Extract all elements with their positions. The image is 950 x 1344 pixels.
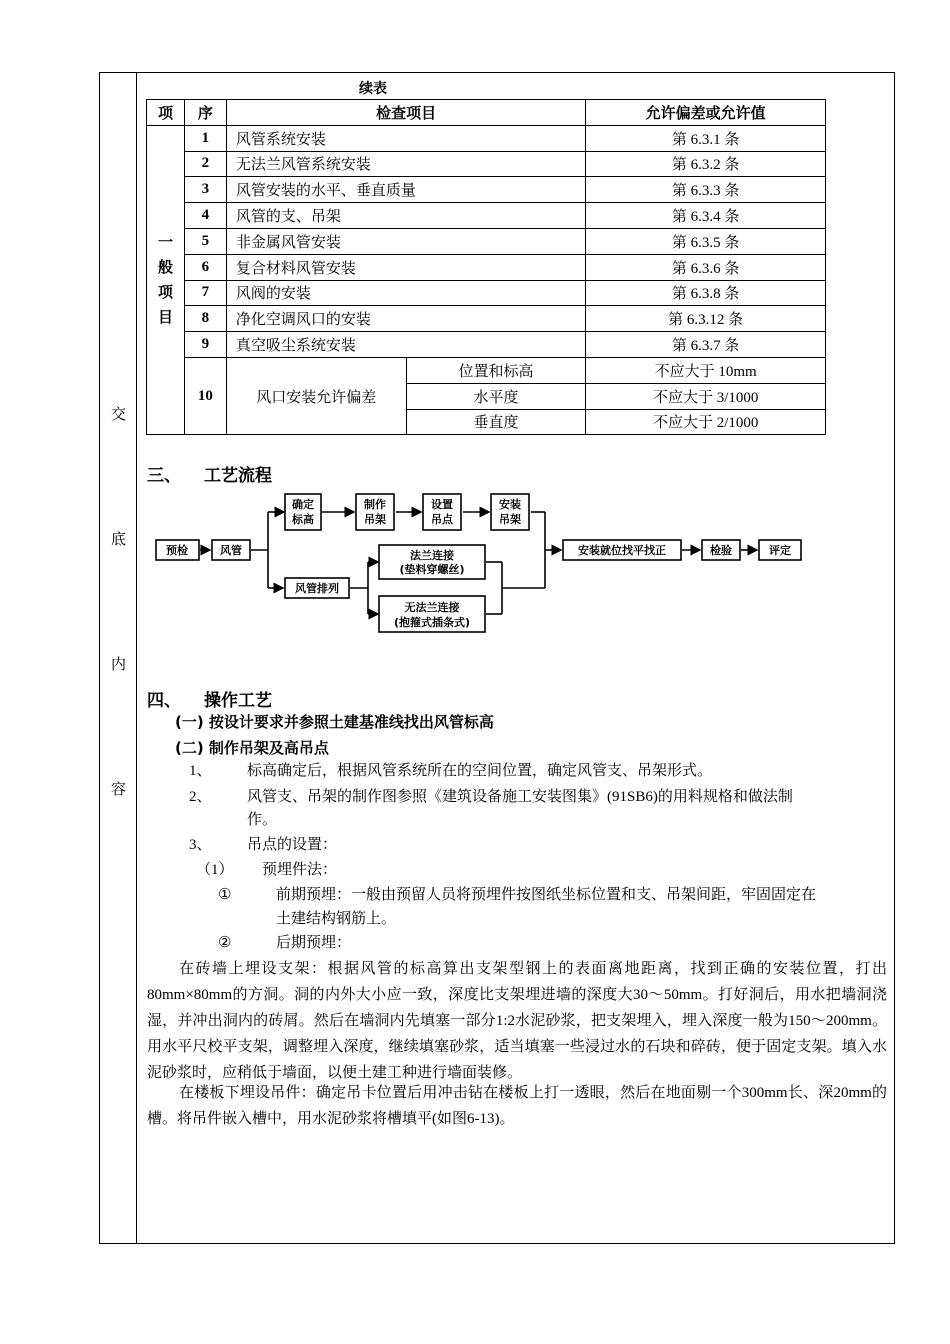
row-number: 5 — [184, 228, 226, 254]
row-number: 7 — [184, 280, 226, 306]
table-caption: 续表 — [359, 81, 387, 97]
flow-label-yujian: 预检 — [166, 544, 188, 557]
flow-label-falan: (垫料穿螺丝) — [399, 563, 465, 576]
row-number: 10 — [184, 357, 226, 434]
table-header-row — [147, 100, 826, 126]
flow-label-pailie: 风管排列 — [295, 582, 339, 595]
row-value: 第 6.3.8 条 — [586, 280, 826, 306]
row-value: 第 6.3.7 条 — [586, 332, 826, 358]
row-number: 2 — [184, 151, 226, 177]
item-2-text: 风管支、吊架的制作图参照《建筑设备施工安装图集》(91SB6)的用料规格和做法制 — [247, 789, 793, 805]
item-2-text-cont: 作。 — [247, 812, 278, 828]
row-item: 风管安装的水平、垂直质量 — [226, 177, 585, 203]
row-item: 真空吸尘系统安装 — [226, 332, 585, 358]
flow-label-wufalan: (抱箍式插条式) — [393, 616, 471, 629]
row-item: 风阀的安装 — [226, 280, 585, 306]
section-4-number: 四、 — [147, 691, 181, 711]
item-3-number: 3、 — [189, 837, 212, 853]
table-row — [147, 357, 826, 383]
table-row — [147, 125, 826, 151]
flow-label-shezhi: 吊点 — [431, 513, 453, 526]
row-value: 第 6.3.1 条 — [586, 125, 826, 151]
flow-label-queding: 标高 — [292, 513, 314, 526]
category-char: 目 — [157, 308, 173, 327]
row-item: 非金属风管安装 — [226, 228, 585, 254]
item-1-number: 1、 — [189, 763, 212, 779]
header-value: 允许偏差或允许值 — [586, 100, 826, 126]
row-subitem: 位置和标高 — [406, 357, 586, 383]
row-number: 1 — [184, 125, 226, 151]
flow-label-jiuwei: 安装就位找平找正 — [578, 544, 666, 557]
row-item: 风管系统安装 — [226, 125, 585, 151]
row-number: 9 — [184, 332, 226, 358]
table-row — [147, 306, 826, 332]
row-subitem: 水平度 — [406, 383, 586, 409]
row-item: 风管的支、吊架 — [226, 203, 585, 229]
row-item: 净化空调风口的安装 — [226, 306, 585, 332]
table-row — [147, 203, 826, 229]
inspection-table — [146, 99, 826, 435]
row-number: 4 — [184, 203, 226, 229]
section-3-number: 三、 — [147, 466, 181, 486]
category-cell — [147, 125, 185, 435]
circle-2-text: 后期预埋： — [276, 935, 352, 951]
row-item: 复合材料风管安装 — [226, 254, 585, 280]
flow-label-anzhuang: 安装 — [499, 498, 521, 511]
circle-1-text: 前期预埋：一般由预留人员将预埋件按图纸坐标位置和支、吊架间距，牢固固定在 — [276, 887, 817, 903]
left-label-char: 容 — [110, 780, 126, 798]
header-category: 项 — [147, 100, 185, 126]
item-2-number: 2、 — [189, 789, 212, 805]
section-3-title: 工艺流程 — [204, 466, 272, 486]
row-value: 第 6.3.12 条 — [586, 306, 826, 332]
flow-label-shezhi: 设置 — [431, 498, 453, 511]
header-seq: 序 — [184, 100, 226, 126]
row-value: 第 6.3.3 条 — [586, 177, 826, 203]
row-value: 第 6.3.6 条 — [586, 254, 826, 280]
left-label-char: 底 — [110, 530, 126, 548]
flow-label-falan: 法兰连接 — [410, 549, 454, 562]
flow-label-zhizuo: 吊架 — [364, 513, 386, 526]
left-label-char: 内 — [110, 655, 126, 673]
section-4-title: 操作工艺 — [204, 691, 272, 711]
row-subitem: 垂直度 — [406, 409, 586, 435]
row-item: 风口安装允许偏差 — [226, 357, 406, 434]
left-label-column — [100, 73, 137, 1243]
paragraph-wall-bracket: 在砖墙上埋设支架：根据风管的标高算出支架型钢上的表面离地距离，找到正确的安装位置，打出80mm×80mm的方洞。洞的内外大小应一致，深度比支架埋进墙的深度大30～50mm。打好洞后，用水把墙洞浇湿，并冲出洞内的砖屑。然后在墙洞内先填塞一部分1:2水泥砂浆，把支架埋入，埋入深度一般为150～200mm。用水平尺校平支架，调整埋入深度，继续填塞砂浆，适当填塞一些浸过水的石块和碎砖，便于固定支架。填入水泥砂浆时，应稍低于墙面，以便土建工种进行墙面装修。 — [147, 961, 887, 1081]
circle-1-number: ① — [218, 887, 232, 903]
table-row — [147, 177, 826, 203]
flow-label-jianyan: 检验 — [710, 544, 732, 557]
category-char: 般 — [157, 258, 173, 277]
subsection-1: (一) 按设计要求并参照土建基准线找出风管标高 — [175, 713, 494, 731]
row-value: 不应大于 3/1000 — [586, 383, 826, 409]
flow-label-wufalan: 无法兰连接 — [404, 601, 460, 614]
flow-label-queding: 确定 — [292, 498, 314, 511]
paren-1-text: 预埋件法： — [262, 862, 338, 878]
flow-label-zhizuo: 制作 — [364, 498, 386, 511]
table-row — [147, 280, 826, 306]
item-3-text: 吊点的设置： — [247, 837, 338, 853]
item-1-text: 标高确定后，根据风管系统所在的空间位置，确定风管支、吊架形式。 — [247, 763, 713, 779]
row-value: 不应大于 2/1000 — [586, 409, 826, 435]
table-row — [147, 151, 826, 177]
subsection-2: (二) 制作吊架及高吊点 — [175, 739, 329, 757]
row-number: 3 — [184, 177, 226, 203]
table-row — [147, 228, 826, 254]
table-row — [147, 332, 826, 358]
row-value: 第 6.3.2 条 — [586, 151, 826, 177]
paren-1-number: （1） — [196, 862, 234, 878]
table-row — [147, 254, 826, 280]
flow-label-pingding: 评定 — [769, 544, 791, 557]
category-char: 一 — [157, 233, 173, 252]
row-item: 无法兰风管系统安装 — [226, 151, 585, 177]
row-value: 第 6.3.4 条 — [586, 203, 826, 229]
row-value: 不应大于 10mm — [586, 357, 826, 383]
flow-label-fengguan: 风管 — [220, 544, 242, 557]
circle-1-text-cont: 土建结构钢筋上。 — [276, 911, 397, 927]
left-label-char: 交 — [110, 405, 126, 423]
header-item: 检查项目 — [226, 100, 585, 126]
row-number: 6 — [184, 254, 226, 280]
flow-label-anzhuang: 吊架 — [499, 513, 521, 526]
process-flow-diagram — [150, 488, 810, 638]
circle-2-number: ② — [218, 935, 232, 951]
paragraph-floor-hanger: 在楼板下埋设吊件：确定吊卡位置后用冲击钻在楼板上打一透眼，然后在地面剔一个300mm长、深20mm的槽。将吊件嵌入槽中，用水泥砂浆将槽填平(如图6-13)。 — [147, 1085, 887, 1127]
category-char: 项 — [157, 283, 173, 302]
row-value: 第 6.3.5 条 — [586, 228, 826, 254]
row-number: 8 — [184, 306, 226, 332]
